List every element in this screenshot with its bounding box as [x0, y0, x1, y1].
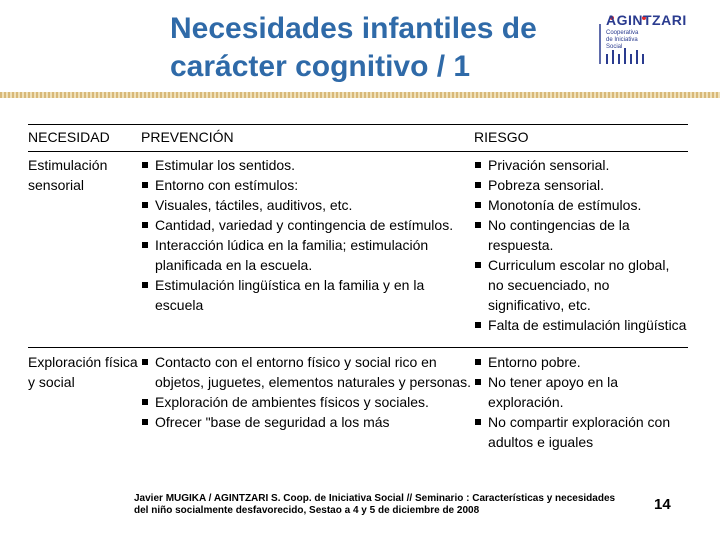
- header-prevencion: PREVENCIÓN: [141, 125, 474, 152]
- table-row: [28, 348, 688, 453]
- list-item: Falta de estimulación lingüística: [474, 315, 688, 335]
- list-item: Entorno con estímulos:: [141, 175, 474, 195]
- list-item: Estimular los sentidos.: [141, 155, 474, 175]
- list-item: Ofrecer "base de seguridad a los más: [141, 412, 474, 432]
- list-item: No compartir exploración con adultos e iguales: [474, 412, 688, 452]
- riesgo-list: [474, 155, 688, 335]
- footer-citation: Javier MUGIKA / AGINTZARI S. Coop. de Iniciativa Social // Seminario : Características y necesidades del niño socialmente desfavorecido, Sestao a 4 y 5 de diciembre de 2008: [134, 493, 616, 516]
- table-row: [28, 152, 688, 348]
- prevencion-list: [141, 155, 474, 315]
- necesidad-cell: Estimulación sensorial: [28, 152, 141, 348]
- list-item: Contacto con el entorno físico y social rico en objetos, juguetes, elementos naturales y personas.: [141, 352, 474, 392]
- list-item: Cantidad, variedad y contingencia de estímulos.: [141, 215, 474, 235]
- header-necesidad: NECESIDAD: [28, 125, 141, 152]
- slide-title-line-1: Necesidades infantiles de: [170, 12, 537, 45]
- decorative-band: [0, 92, 720, 98]
- list-item: No contingencias de la respuesta.: [474, 215, 688, 255]
- logo-name: AGINTZARI: [606, 12, 687, 28]
- header-riesgo: RIESGO: [474, 125, 688, 152]
- list-item: Monotonía de estímulos.: [474, 195, 688, 215]
- list-item: Estimulación lingüística en la familia y en la escuela: [141, 275, 474, 315]
- logo-subtitle-line-1: Cooperativa: [606, 30, 639, 36]
- necesidad-cell: Exploración física y social: [28, 354, 138, 390]
- list-item: Entorno pobre.: [474, 352, 688, 372]
- list-item: Interacción lúdica en la familia; estimulación planificada en la escuela.: [141, 235, 474, 275]
- table-header-row: [28, 125, 688, 152]
- logo-subtitle: [606, 30, 638, 51]
- riesgo-cell: [474, 152, 688, 348]
- riesgo-cell: [474, 348, 688, 453]
- slide-title-line-2: carácter cognitivo / 1: [170, 50, 471, 83]
- page-number: 14: [654, 496, 671, 513]
- prevencion-cell: [141, 348, 474, 453]
- riesgo-list: [474, 352, 688, 452]
- prevencion-cell: [141, 152, 474, 348]
- logo-subtitle-line-3: Social: [606, 44, 623, 50]
- list-item: Visuales, táctiles, auditivos, etc.: [141, 195, 474, 215]
- prevencion-list: [141, 352, 474, 432]
- list-item: Curriculum escolar no global, no secuenciado, no significativo, etc.: [474, 255, 688, 315]
- list-item: Pobreza sensorial.: [474, 175, 688, 195]
- logo-subtitle-line-2: de Iniciativa: [606, 37, 638, 43]
- list-item: No tener apoyo en la exploración.: [474, 372, 688, 412]
- needs-table: [28, 124, 688, 452]
- list-item: Privación sensorial.: [474, 155, 688, 175]
- list-item: Exploración de ambientes físicos y sociales.: [141, 392, 474, 412]
- slide-title: [170, 10, 600, 86]
- agintzari-logo: [578, 10, 688, 68]
